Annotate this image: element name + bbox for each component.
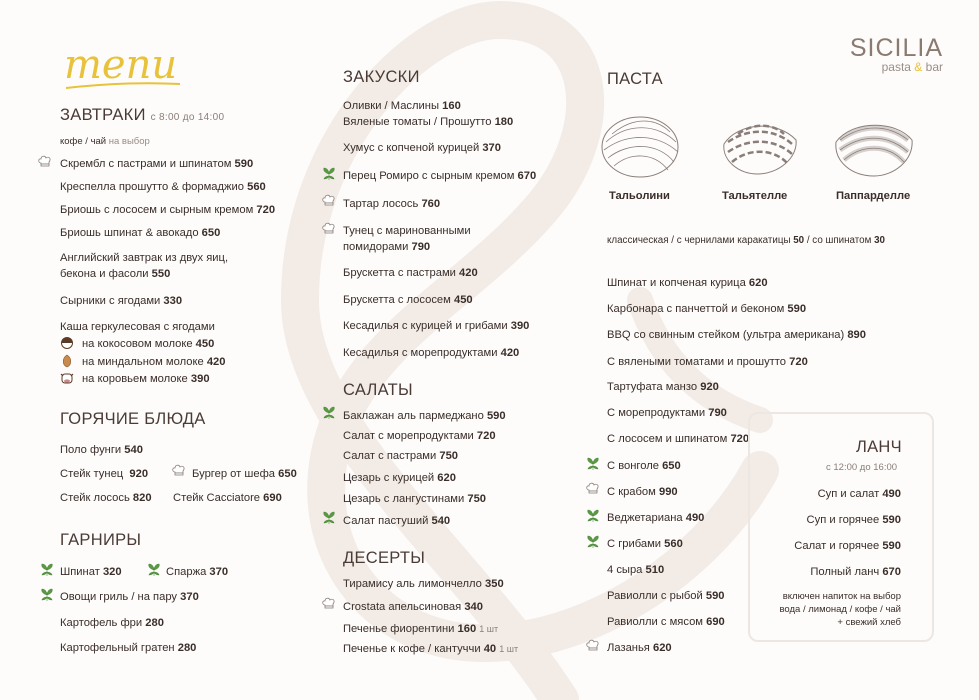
list-item: Сырники с ягодами 330	[60, 295, 183, 307]
list-item: Цезарь с лангустинами 750	[343, 493, 487, 505]
snacks-title: ЗАКУСКИ	[343, 68, 420, 86]
chef-icon	[586, 639, 600, 653]
list-item: Crostata апельсиновая 340	[343, 601, 483, 613]
list-item: Поло фунги 540	[60, 444, 143, 456]
list-item: Стейк тунец 920	[60, 468, 149, 480]
chef-icon	[172, 464, 186, 478]
list-item: Суп и салат 490	[817, 488, 901, 500]
lunch-title: ЛАНЧ	[856, 438, 902, 456]
leaf-icon	[322, 406, 336, 420]
leaf-icon	[322, 167, 336, 181]
leaf-icon	[586, 509, 600, 523]
list-item: бекона и фасоли 550	[60, 268, 171, 280]
list-item: Кесадилья с морепродуктами 420	[343, 347, 520, 359]
porridge-title: Каша геркулесовая с ягодами	[60, 321, 215, 333]
chef-icon	[586, 482, 600, 496]
sides-title: ГАРНИРЫ	[60, 531, 142, 549]
list-item: Салат пастуший 540	[343, 515, 451, 527]
list-item: С лососем и шпинатом 720	[607, 433, 750, 445]
salads-title: САЛАТЫ	[343, 381, 413, 399]
list-item: Оливки / Маслины 160	[343, 100, 461, 112]
list-item: Карбонара с панчеттой и беконом 590	[607, 303, 807, 315]
almond-icon	[60, 354, 74, 368]
list-item: Картофель фри 280	[60, 617, 164, 629]
list-item: Брускетта с пастрами 420	[343, 267, 478, 279]
list-item: BBQ со свинным стейком (ультра американа) 890	[607, 329, 866, 341]
list-item: Бриошь шпинат & авокадо 650	[60, 227, 221, 239]
breakfast-drinks: кофе / чай на выбор	[60, 136, 150, 147]
list-item: Равиолли с рыбой 590	[607, 590, 725, 602]
list-item: Тунец с маринованными	[343, 225, 471, 237]
brand-name: SICILIA	[849, 34, 943, 62]
list-item: С крабом 990	[607, 486, 678, 498]
brand-logo	[850, 34, 943, 74]
list-item: Шпинат и копченая курица 620	[607, 277, 768, 289]
chef-icon	[322, 194, 336, 208]
list-item: Бриошь с лососем и сырным кремом 720	[60, 204, 276, 216]
list-item: Скрембл с пастрами и шпинатом 590	[60, 158, 254, 170]
pappardelle-image	[832, 114, 916, 180]
list-item: Картофельный гратен 280	[60, 642, 197, 654]
hot-title: ГОРЯЧИЕ БЛЮДА	[60, 410, 206, 428]
list-item: Вяленые томаты / Прошутто 180	[343, 116, 514, 128]
chef-icon	[322, 597, 336, 611]
pasta-type-pappardelle: Паппарделле	[836, 190, 911, 202]
leaf-icon	[40, 563, 54, 577]
list-item: Тартуфата манзо 920	[607, 381, 719, 393]
brand-subtitle: pasta & bar	[881, 60, 943, 74]
list-item: Суп и горячее 590	[806, 514, 901, 526]
list-item: Овощи гриль / на пару 370	[60, 591, 199, 603]
list-item: Спаржа 370	[166, 566, 229, 578]
list-item: Стейк лосось 820	[60, 492, 152, 504]
tagliolini-image	[598, 112, 682, 182]
leaf-icon	[40, 588, 54, 602]
list-item: С морепродуктами 790	[607, 407, 727, 419]
menu-logo-text: menu	[64, 42, 178, 88]
leaf-icon	[147, 563, 161, 577]
lunch-note-line1: включен напиток на выбор	[782, 591, 901, 602]
list-item: Английский завтрак из двух яиц,	[60, 252, 229, 264]
list-item: Тартар лосось 760	[343, 198, 441, 210]
cow-icon	[60, 371, 74, 385]
list-item: помидорами 790	[343, 241, 431, 253]
list-item: Шпинат 320	[60, 566, 122, 578]
list-item: Перец Ромиро с сырным кремом 670	[343, 170, 537, 182]
list-item: Брускетта с лососем 450	[343, 294, 473, 306]
lunch-note-line3: + свежий хлеб	[837, 617, 901, 628]
list-item: Веджетариана 490	[607, 512, 705, 524]
list-item: Бургер от шефа 650	[192, 468, 297, 480]
leaf-icon	[586, 457, 600, 471]
chef-icon	[38, 155, 52, 169]
list-item: Лазанья 620	[607, 642, 672, 654]
menu-logo	[62, 38, 192, 98]
list-item: Салат с пастрами 750	[343, 450, 459, 462]
leaf-icon	[586, 535, 600, 549]
list-item: С грибами 560	[607, 538, 683, 550]
breakfast-title: ЗАВТРАКИ с 8:00 до 14:00	[60, 106, 225, 124]
coconut-icon	[60, 336, 74, 350]
list-item: на коровьем молоке 390	[82, 373, 210, 385]
list-item: Хумус с копченой курицей 370	[343, 142, 501, 154]
list-item: Тирамису аль лимончелло 350	[343, 578, 504, 590]
list-item: Полный ланч 670	[810, 566, 901, 578]
lunch-note-line2: вода / лимонад / кофе / чай	[779, 604, 901, 615]
list-item: Печенье к кофе / кантуччи 40 1 шт	[343, 643, 519, 655]
pasta-title: ПАСТА	[607, 70, 663, 88]
list-item: Баклажан аль пармеджано 590	[343, 410, 506, 422]
list-item: С вонголе 650	[607, 460, 681, 472]
tagliatelle-image	[718, 114, 802, 180]
list-item: Салат и горячее 590	[794, 540, 901, 552]
lunch-hours: с 12:00 до 16:00	[826, 462, 898, 473]
desserts-title: ДЕСЕРТЫ	[343, 549, 426, 567]
list-item: на кокосовом молоке 450	[82, 338, 215, 350]
list-item: С вялеными томатами и прошутто 720	[607, 356, 808, 368]
list-item: Равиолли с мясом 690	[607, 616, 725, 628]
list-item: на миндальном молоке 420	[82, 356, 226, 368]
list-item: Цезарь с курицей 620	[343, 472, 456, 484]
list-item: Стейк Cacciatore 690	[173, 492, 282, 504]
chef-icon	[322, 222, 336, 236]
list-item: Креспелла прошутто & формаджио 560	[60, 181, 266, 193]
list-item: Кесадилья с курицей и грибами 390	[343, 320, 530, 332]
leaf-icon	[322, 511, 336, 525]
pasta-variants: классическая / с чернилами каракатицы 50 / со шпинатом 30	[607, 235, 885, 246]
list-item: 4 сыра 510	[607, 564, 665, 576]
list-item: Печенье фиорентини 160 1 шт	[343, 623, 499, 635]
list-item: Салат с морепродуктами 720	[343, 430, 496, 442]
pasta-type-tagliatelle: Тальятелле	[722, 190, 788, 202]
pasta-type-tagliolini: Тальолини	[609, 190, 670, 202]
